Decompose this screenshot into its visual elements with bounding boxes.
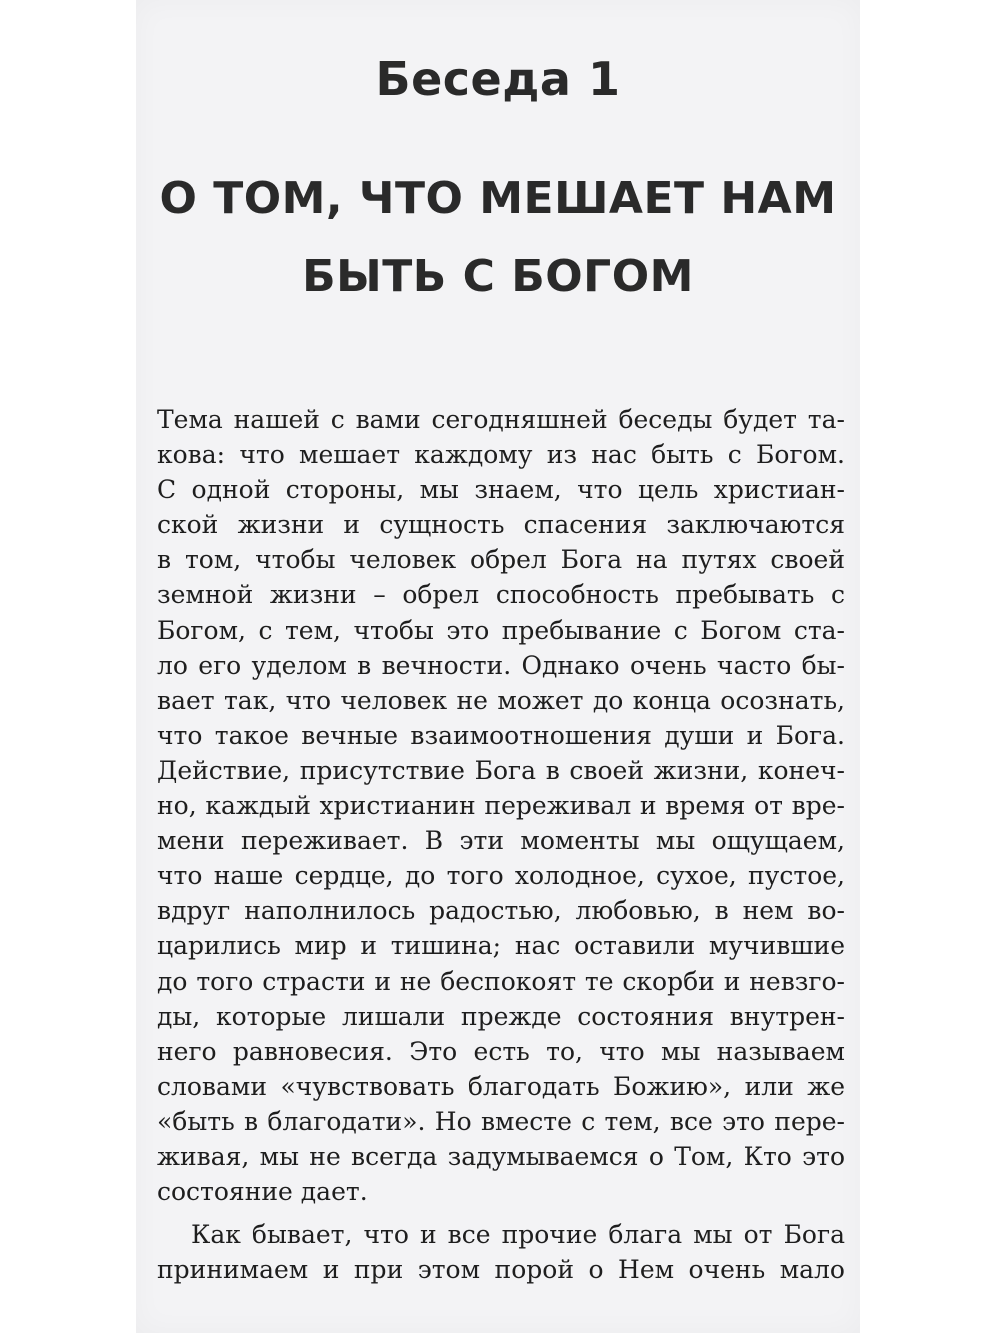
- chapter-title: [136, 160, 860, 316]
- text-line: состояние дает.: [157, 1177, 368, 1207]
- text-line: кова: что мешает каждому из нас быть с Богом.: [157, 440, 845, 470]
- text-line: царились мир и тишина; нас оставили мучившие: [157, 931, 845, 961]
- text-line: ло его уделом в вечности. Однако очень часто бы-: [157, 650, 845, 680]
- paragraph-2: [157, 1217, 845, 1287]
- text-line: С одной стороны, мы знаем, что цель христиан-: [157, 475, 845, 505]
- text-line: что наше сердце, до того холодное, сухое, пустое,: [157, 861, 845, 891]
- text-line: словами «чувствовать благодать Божию», или же: [157, 1071, 845, 1101]
- text-line: до того страсти и не беспокоят те скорби и невзго-: [157, 966, 845, 996]
- chapter-title-line: БЫТЬ С БОГОМ: [302, 251, 694, 302]
- text-line: вдруг наполнилось радостью, любовью, в нем во-: [157, 896, 845, 926]
- text-line: что такое вечные взаимоотношения души и Бога.: [157, 720, 845, 750]
- paragraph-1: [157, 402, 845, 1209]
- paragraph-gap: [157, 1209, 845, 1217]
- book-page: [136, 0, 860, 1333]
- text-line: в том, чтобы человек обрел Бога на путях своей: [157, 545, 845, 575]
- text-line: принимаем и при этом порой о Нем очень мало: [157, 1255, 845, 1285]
- chapter-number: Беседа 1: [375, 52, 621, 106]
- text-line: Действие, присутствие Бога в своей жизни, конеч-: [157, 755, 845, 785]
- text-line: ской жизни и сущность спасения заключаются: [157, 510, 845, 540]
- text-line: Как бывает, что и все прочие блага мы от Бога: [191, 1220, 845, 1250]
- text-line: Тема нашей с вами сегодняшней беседы будет та-: [157, 405, 845, 434]
- text-line: земной жизни – обрел способность пребывать с: [157, 580, 845, 610]
- text-line: ды, которые лишали прежде состояния внутрен-: [157, 1001, 845, 1031]
- text-line: него равновесия. Это есть то, что мы называем: [157, 1036, 845, 1066]
- chapter-title-line: О ТОМ, ЧТО МЕШАЕТ НАМ: [159, 173, 837, 224]
- body-text: [157, 402, 845, 1287]
- text-line: мени переживает. В эти моменты мы ощущаем,: [157, 826, 845, 856]
- text-line: живая, мы не всегда задумываемся о Том, Кто это: [157, 1141, 845, 1171]
- text-line: вает так, что человек не может до конца осознать,: [157, 685, 845, 715]
- text-line: но, каждый христианин переживал и время от вре-: [157, 791, 845, 821]
- text-line: «быть в благодати». Но вместе с тем, все это пере-: [157, 1106, 845, 1136]
- text-line: Богом, с тем, чтобы это пребывание с Богом ста-: [157, 615, 845, 645]
